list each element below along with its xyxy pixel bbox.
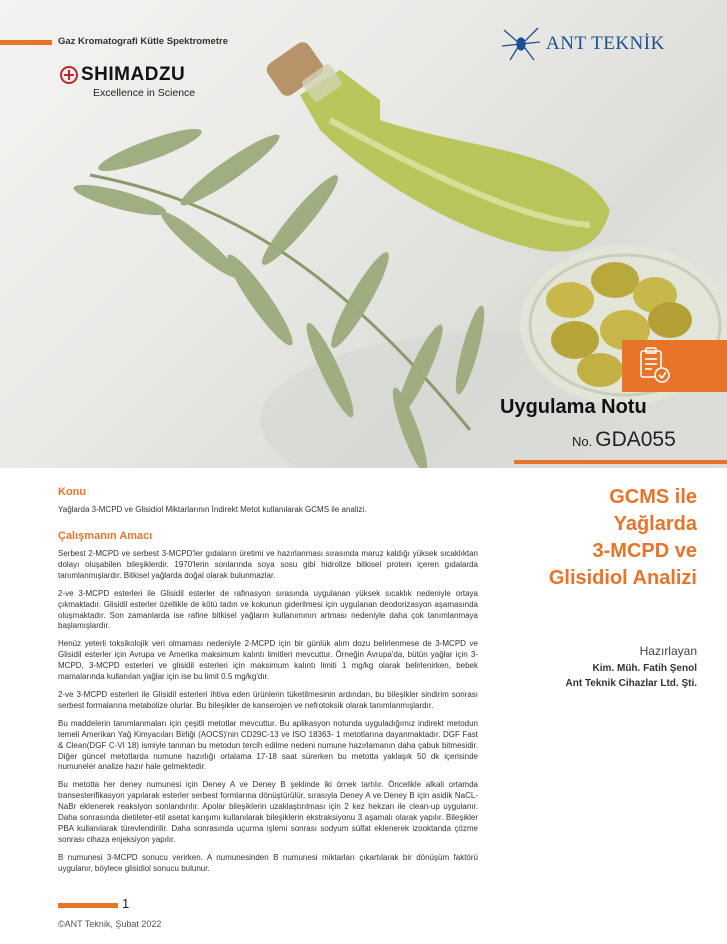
oil-bottle bbox=[264, 39, 610, 252]
amac-paragraphs bbox=[58, 549, 478, 875]
note-number bbox=[572, 428, 676, 452]
note-number-prefix: No. bbox=[572, 434, 593, 449]
header-accent-bar bbox=[0, 40, 52, 45]
number-underline bbox=[514, 460, 727, 464]
brand-tagline: Excellence in Science bbox=[93, 87, 196, 99]
document-title bbox=[467, 484, 697, 592]
body-paragraph: Henüz yeterli toksikolojik veri olmaması nedeniyle 2-MCPD için bir günlük alım dozu belirlenmese de 3-MCPD ve Glisidil esterler için Avrupa ve Amerika maksimum kalıntı limitleri mevcuttur. Örneğin Avrupa'da, bütün yağlar için 3-MCPD, 3-MCPD esterleri ve glisidil esterleri için maksimum kalıntı limiti 1 mg/kg olarak belirlenirken, bebek mamalarında kullanılan yağlar için ise bu limit 0.5 mg/kg'dır. bbox=[58, 639, 478, 682]
title-line: GCMS ile bbox=[609, 486, 697, 508]
title-line: 3-MCPD ve bbox=[592, 540, 697, 562]
title-line: Yağlarda bbox=[613, 513, 697, 535]
body-paragraph: B numunesi 3-MCPD sonucu verirken. A numunesinden B numunesi miktarları çıkartılarak bir dönüşüm faktörü uygulanır, böylece glisidiol sonucu bulunur. bbox=[58, 852, 478, 873]
partner-name: ANT TEKNİK bbox=[546, 33, 665, 54]
konu-heading: Konu bbox=[58, 486, 87, 498]
app-note-icon-box bbox=[622, 340, 727, 392]
prepared-by-label: Hazırlayan bbox=[639, 644, 697, 658]
note-number-code: GDA055 bbox=[595, 428, 676, 451]
clipboard-report-icon bbox=[636, 346, 676, 386]
ant-teknik-logo bbox=[500, 24, 705, 64]
page-number: 1 bbox=[122, 896, 130, 911]
body-paragraph: 2-ve 3-MCPD esterleri ile Glisidil esterler de rafinasyon sırasında uygulanan yüksek sıcaklık nedeniyle ortaya çıkmaktadır. Glisidil esterler özellikle de kötü tadın ve kokunun giderilmesi için uygulanan deodorizasyon aşamasında oluşmaktadır. Son zamanlarda ise rafine bitkisel yağların kullanımının artması nedeniyle daha çok tanımlanmaya başlamışlardır. bbox=[58, 588, 478, 631]
shimadzu-logo bbox=[60, 64, 195, 99]
body-column bbox=[58, 486, 478, 882]
shimadzu-mark-icon bbox=[60, 66, 78, 84]
body-paragraph: 2-ve 3-MCPD esterleri ile Glisidil esterleri ihtiva eden ürünlerin tüketilmesinin ardından, bu bileşikler sindirim sonrası serbest formalarına metabolize olurlar. Bu bileşikler de kanserojen ve nefrotoksik olarak tanımlanmışlardır. bbox=[58, 689, 478, 710]
category-label: Gaz Kromatografi Kütle Spektrometre bbox=[58, 36, 228, 47]
ant-logo-icon bbox=[500, 24, 544, 64]
page-number-bar bbox=[58, 903, 118, 908]
brand-name: SHIMADZU bbox=[81, 64, 186, 85]
author-company: Ant Teknik Cihazlar Ltd. Şti. bbox=[565, 678, 697, 689]
amac-heading: Çalışmanın Amacı bbox=[58, 530, 153, 542]
copyright-footer: ©ANT Teknik, Şubat 2022 bbox=[58, 919, 162, 929]
app-note-label: Uygulama Notu bbox=[500, 396, 647, 418]
author-name: Kim. Müh. Fatih Şenol bbox=[592, 663, 697, 674]
body-paragraph: Bu metotta her deney numunesi için Deney A ve Deney B şeklinde iki örnek tartılır. Öncelikle alkali ortamda transesterifikasyon yapılarak esterler serbest formlarına dönüştürülür, sırasıyla Deney A ve Deney B için asidik NaCL-NaBr eklenerek reaksiyon sonlandırılır. Apolar bileşiklerin uzaklaştırılması için 2 kez hekzan ile clean-up uygulanır. Daha sonrasında dietileter-etil asetat karışımı kullanılarak bileşiklerin ekstraksiyonu 3 aşamalı olarak yapılır. Bileşikler PBA kullanılarak türevlendirilir. Daha sonrasında uçurma işlemi sonrası sodyum sülfat eklenerek izooktanda çözme sonrası cihaza enjeksiyon yapılır. bbox=[58, 780, 478, 844]
title-line: Glisidiol Analizi bbox=[548, 567, 697, 589]
konu-text: Yağlarda 3-MCPD ve Glisidiol Miktarlarının İndirekt Metot kullanılarak GCMS ile analizi. bbox=[58, 505, 367, 514]
body-paragraph: Serbest 2-MCPD ve serbest 3-MCPD'ler gıdaların üretimi ve hazırlanması sırasında maruz kaldığı yüksek sıcaklıktan dolayı oluşabilen bileşiklerdir. 1970'lerin sonlarında soya sosu gibi hidrolize bitkisel protein içeren gıdalarda tanımlanmışlardır. Bitkisel yağlarda doğal olarak bulunmazlar. bbox=[58, 549, 478, 580]
body-paragraph: Bu maddelerin tanımlanmaları için çeşitli metotlar mevcuttur. Bu aplikasyon notunda uyguladığımız indirekt metodun temeli Amerikan Yağ Kimyacıları Birliği (AOCS)'nin CD29C-13 ve ISO 18363- 1 metotlarına dayanmaktadır. DGF Fast & Clean(DGF C-VI 18) ismiyle tanınan bu metodun tercih edilme nedeni numune hazırlamanın daha çabuk bitmesidir. Diğer güncel metotlarda numune hazırlığı ortalama 17-18 saat sürerken bu metotta yaklaşık 50 dk içerisinde numuneler analize hazır hale gelmektedir. bbox=[58, 718, 478, 772]
prepared-by-block bbox=[566, 644, 698, 691]
